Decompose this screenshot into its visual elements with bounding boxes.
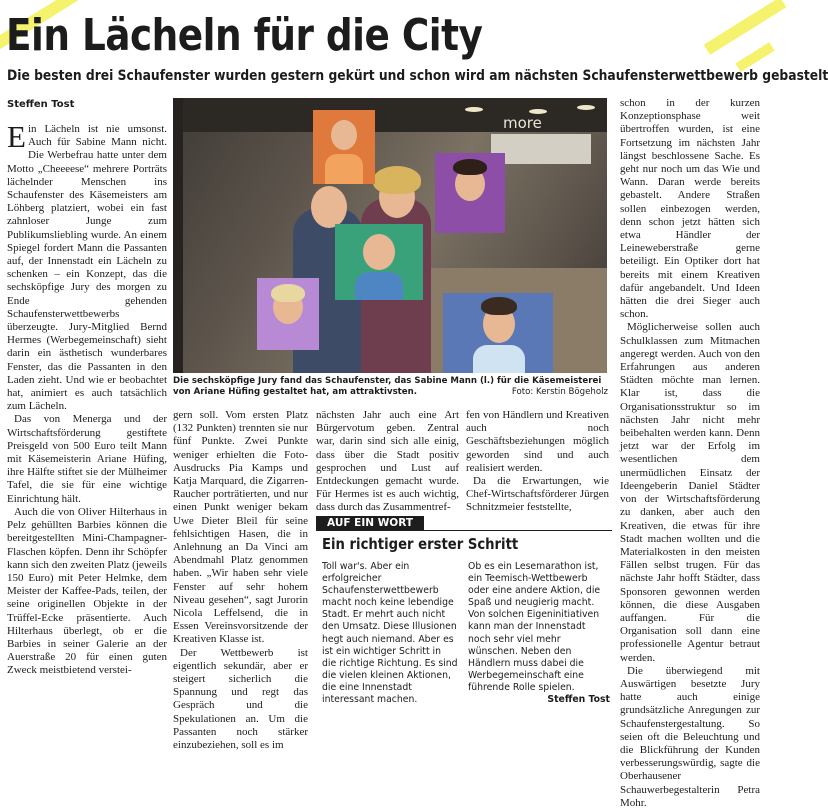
article-column-5 (620, 97, 760, 809)
ceiling-light (465, 107, 483, 112)
article-column-4 (466, 409, 609, 514)
article-paragraph: Der Wettbewerb ist eigentlich sekundär, aber er steigert sicherlich die Spannung und regt das Gespräch und die Spekulationen an. Um die Passanten noch stärker einzubeziehen, soll es im (173, 646, 308, 752)
counter-sign (491, 134, 591, 164)
article-paragraph: Die überwiegend mit Auswärtigen besetzte Jury hatte auch einige grundsätzliche Anregungen zur Schaufenstergestaltung. So seien oft die Beleuchtung und die Blickführung der Kunden verbesserungswürdig, sagte die Oberhausener Schauwerbegestalterin Petra Mohr. (620, 664, 760, 809)
person-hair (373, 166, 421, 194)
portrait-poster (435, 153, 505, 233)
photo-credit: Foto: Kerstin Bögeholz (511, 387, 608, 397)
photo-caption (173, 376, 608, 400)
shop-ceiling (173, 98, 607, 132)
portrait-poster (313, 110, 375, 184)
poster-shirt (355, 272, 403, 300)
article-column-2 (173, 409, 308, 752)
poster-face (331, 120, 357, 150)
article-paragraph: Möglicherweise sollen auch Schulklassen zum Mitmachen angeregt werden. Auch von den Erfahrungen aus anderen Städten möchte man lernen. Klar ist, dass die Organisationsstruktur so im nächsten Jahr nicht mehr beibehalten werden kann. Denn jetzt war der Erfolg im wesentlichen dem unermüdlichen Einsatz der Ideengeberin Daniel Städter von der Wirtschaftsförderung zu danken, aber auch den Kreativen, die etwas für ihre Stadt machen wollten und die Materialkosten in den meisten Fällen selbst trugen. Für das nächste Jahr hofft Städter, dass Sponsoren gewonnen werden können, die diese Ausgaben auffangen. Für die Organisation soll dann eine professionelle Agentur betraut werden. (620, 321, 760, 664)
article-paragraph: gern soll. Vom ersten Platz (132 Punkten) trennten sie nur fünf Punkte. Zwei Punkte weniger erhielten die Foto-Ausdrucks Pia Kamps und Katja Marquard, die Zigarren-Raucher porträtierten, und nur einen Punkt weniger bekam Uwe Dieter Bleil für seine fehlsichtigen Hasen, die in Anlehnung an Da Vinci am Abendmahl Platz genommen haben. „Wir haben sehr viele Fenster auf sehr hohem Niveau gesehen“, sagt Jurorin Nicola Leffelsend, die in Essen Vereinsvorsitzende der Kreativen Klasse ist. (173, 409, 308, 646)
commentary-title: Ein richtiger erster Schritt (322, 535, 519, 553)
commentary-kicker: AUF EIN WORT (316, 516, 424, 531)
article-paragraph: schon in der kurzen Konzeptionsphase weit übertroffen wurden, ist eine Fortsetzung im nächsten Jahr längst beschlossene Sache. Es geht nur noch um das Wie und Wann. Daran werde bereits gebastelt. Andere Straßen sollen einbezogen werden, denn schon jetzt hätten sich etwa Händler der Leineweberstraße gerne beteiligt. Ein Optiker dort hat bereits mit einem Kreativen dafür angebandelt. Und Ideen hätten die drei Sieger auch schon. (620, 97, 760, 321)
poster-face (363, 234, 395, 270)
highlighter-mark-top-right (704, 0, 787, 55)
photo-caption-text: Die sechsköpfige Jury fand das Schaufenster, das Sabine Mann (l.) für die Käsemeisterei von Ariane Hüfing gestaltet hat, am attraktivsten. (173, 376, 602, 397)
portrait-poster (335, 224, 423, 300)
article-photo (173, 98, 607, 373)
poster-hair (271, 284, 305, 302)
article-paragraph: Das von Menerga und der Wirtschaftsförderung gestiftete Preisgeld von 500 Euro teilt Mann mit Käsemeisterin Ariane Hüfing, ihre Hälfte stiftet sie der Mülheimer Tafel, die sie für eine wichtige Einrichtung hält. (7, 413, 167, 505)
portrait-poster (257, 278, 319, 350)
article-paragraph: fen von Händlern und Kreativen auch noch Geschäftsbeziehungen möglich geworden sind und auch realisiert werden. (466, 409, 609, 474)
article-paragraph: Ein Lächeln ist nie umsonst. Auch für Sabine Mann nicht. Die Werbefrau hatte unter dem Motto „Cheeeese“ mehrere Porträts lächelnder Menschen ins Schaufenster des Käsemeisters am Löhberg platziert, wobei ein fast zahnloser Junge zum Publikumsliebling wurde. An einem Spiegel fordert Mann die Passanten auf, der Innenstadt ein Lächeln zu schenken – ein Konzept, das die sechsköpfige Jury des morgen zu Ende gehenden Schaufensterwettbewerbs überzeugte. Jury-Mitglied Bernd Hermes (Werbegemeinschaft) sieht darin ein ästhetisch wunderbares Fenster, das die Passanten in den Laden zieht. Und wie er beobachtet hat, animiert es auch tatsächlich zum Lächeln. (7, 119, 167, 413)
commentary-paragraph: Toll war's. Aber ein erfolgreicher Schaufensterwettbewerb macht noch keine lebendige Stadt. Er mehrt auch nicht den Umsatz. Diese Illusionen hegt auch niemand. Aber es ist ein wichtiger Schritt in die richtige Richtung. Es sind die vielen kleinen Aktionen, die eine Innenstadt interessant machen. (322, 561, 458, 706)
author-byline: Steffen Tost (7, 99, 75, 110)
person-face (311, 186, 347, 228)
article-column-3 (316, 409, 459, 514)
poster-hair (453, 159, 487, 175)
poster-shirt (325, 154, 363, 184)
commentary-rule (316, 530, 612, 531)
poster-shirt (473, 345, 525, 373)
article-paragraph: Da die Erwartungen, wie Chef-Wirtschaftsförderer Jürgen Schnitzmeier feststellte, (466, 475, 609, 514)
portrait-poster (443, 293, 553, 373)
article-paragraph: nächsten Jahr auch eine Art Bürgervotum geben. Zentral war, darin sind sich alle einig, dass über die Stadt positiv gesprochen und Lust auf Entdeckungen gemacht wurde. Für Hermes ist es auch wichtig, dass durch das Zusammentref- (316, 409, 459, 514)
commentary-column-right (468, 561, 610, 706)
commentary-paragraph: Ob es ein Lesemarathon ist, ein Teemisch-Wettbewerb oder eine andere Aktion, die Spaß und neugierig macht. Von solchen Eigeninitiativen kann man der Innenstadt noch sehr viel mehr wünschen. Neben den Händlern muss dabei die Werbegemeinschaft eine führende Rolle spielen. Steffen Tost (468, 561, 610, 706)
drop-cap: E (7, 119, 26, 154)
store-sign-text: more (503, 114, 542, 132)
headline: Ein Lächeln für die City (6, 10, 483, 61)
subline: Die besten drei Schaufenster wurden gestern gekürt und schon wird am nächsten Schaufensterwettbewerb gebastelt (7, 68, 828, 84)
poster-hair (481, 297, 517, 315)
commentary-column-left (322, 561, 458, 706)
article-paragraph: Auch die von Oliver Hilterhaus in Pelz gehüllten Barbies können die bereitgestellten Mini-Champagner-Flaschen köpfen. Denn ihr Schöpfer kann sich den zweiten Platz (jeweils 150 Euro) mit Peter Helmke, dem Meister der Kaffee-Pads, teilen, der seine originellen Objekte in der Trüffel-Ecke präsentierte. Auch Hilterhaus überlegt, ob er die Barbies in seiner Galerie an der Auerstraße 20 für einen guten Zweck meistbietend verstei- (7, 505, 167, 677)
article-column-1 (7, 119, 167, 699)
window-frame (173, 98, 183, 373)
ceiling-light (577, 105, 595, 110)
commentary-signature: Steffen Tost (547, 694, 610, 706)
